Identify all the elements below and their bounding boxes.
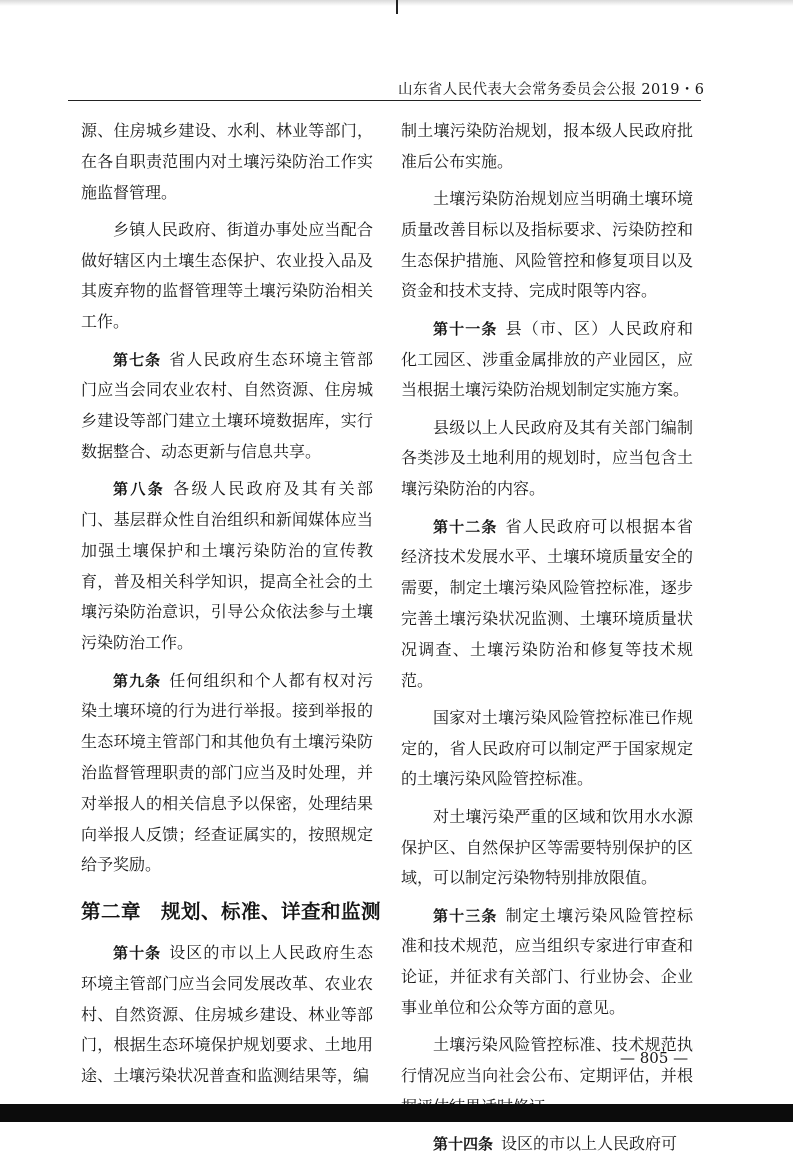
paragraph: 源、住房城乡建设、水利、林业等部门，在各自职责范围内对土壤污染防治工作实施监督管理。 bbox=[81, 121, 373, 202]
header-rule bbox=[68, 100, 701, 101]
article-11 bbox=[401, 314, 693, 406]
paragraph: 国家对土壤污染风险管控标准已作规定的，省人民政府可以制定严于国家规定的土壤污染风险管控标准。 bbox=[401, 707, 693, 789]
article-label: 第七条 bbox=[113, 350, 162, 369]
paragraph: 土壤污染防治规划应当明确土壤环境质量改善目标以及指标要求、污染防控和生态保护措施、风险管控和修复项目以及资金和技术支持、完成时限等内容。 bbox=[401, 189, 693, 301]
fold-mark bbox=[396, 0, 398, 14]
article-label: 第十三条 bbox=[433, 906, 498, 925]
article-13 bbox=[401, 901, 693, 1024]
article-label: 第十二条 bbox=[433, 517, 498, 536]
paragraph: 制土壤污染防治规划，报本级人民政府批准后公布实施。 bbox=[401, 121, 693, 171]
page-number: — 805 — bbox=[620, 1049, 689, 1067]
article-text: 设区的市以上人民政府生态环境主管部门应当会同发展改革、农业农村、自然资源、住房城乡建设、林业等部门，根据生态环境保护规划要求、土地用途、土壤污染状况普查和监测结果等，编 bbox=[81, 942, 373, 1086]
article-9 bbox=[81, 666, 373, 882]
paragraph: 土壤污染风险管控标准、技术规范执行情况应当向社会公布、定期评估，并根 bbox=[401, 1035, 693, 1086]
article-text: 省人民政府可以根据本省经济技术发展水平、土壤环境质量安全的需要，制定土壤污染风险管控标准，逐步完善土壤污染状况监测、土壤环境质量状况调查、土壤污染防治和修复等技术规范。 bbox=[401, 516, 693, 690]
article-text: 各级人民政府及其有关部门、基层群众性自治组织和新闻媒体应当加强土壤保护和土壤污染防治的宣传教育，普及相关科学知识，提高全社会的土壤污染防治意识，引导公众依法参与土壤污染防治工作。 bbox=[81, 479, 373, 653]
paragraph: 县级以上人民政府及其有关部门编制各类涉及土地利用的规划时，应当包含土壤污染防治的内容。 bbox=[401, 417, 693, 499]
article-label: 第八条 bbox=[113, 480, 166, 499]
right-column bbox=[401, 116, 693, 1160]
article-label: 第十条 bbox=[113, 943, 162, 962]
article-7 bbox=[81, 345, 373, 468]
paragraph: 乡镇人民政府、街道办事处应当配合做好辖区内土壤生态保护、农业投入品及其废弃物的监督管理等土壤污染防治相关工作。 bbox=[81, 219, 373, 332]
article-text: 制定土壤污染风险管控标准和技术规范，应当组织专家进行审查和论证，并征求有关部门、行业协会、企业事业单位和公众等方面的意见。 bbox=[401, 905, 693, 1018]
article-label: 第十四条 bbox=[433, 1135, 494, 1154]
article-8 bbox=[81, 474, 373, 659]
article-label: 第十一条 bbox=[433, 319, 498, 338]
article-text: 县（市、区）人民政府和化工园区、涉重金属排放的产业园区，应当根据土壤污染防治规划制定实施方案。 bbox=[401, 318, 693, 400]
article-label: 第九条 bbox=[113, 671, 162, 690]
article-14 bbox=[401, 1129, 693, 1160]
journal-header: 山东省人民代表大会常务委员会公报 2019・6 bbox=[398, 82, 705, 98]
article-text: 任何组织和个人都有权对污染土壤环境的行为进行举报。接到举报的生态环境主管部门和其他负有土壤污染防治监督管理职责的部门应当及时处理，并对举报人的相关信息予以保密，处理结果向举报人反馈；经查证属实的，按照规定给予奖励。 bbox=[81, 670, 373, 875]
article-text: 省人民政府生态环境主管部门应当会同农业农村、自然资源、住房城乡建设等部门建立土壤环境数据库，实行数据整合、动态更新与信息共享。 bbox=[81, 349, 373, 461]
left-column bbox=[81, 116, 382, 1092]
scan-bottom-edge bbox=[0, 1104, 793, 1122]
article-12 bbox=[401, 512, 693, 697]
article-10 bbox=[81, 938, 373, 1092]
chapter-heading: 第二章 规划、标准、详查和监测 bbox=[81, 900, 382, 924]
paragraph: 对土壤污染严重的区域和饮用水水源保护区、自然保护区等需要特别保护的区域，可以制定污染物特别排放限值。 bbox=[401, 806, 693, 888]
article-text: 设区的市以上人民政府可 bbox=[501, 1134, 678, 1154]
